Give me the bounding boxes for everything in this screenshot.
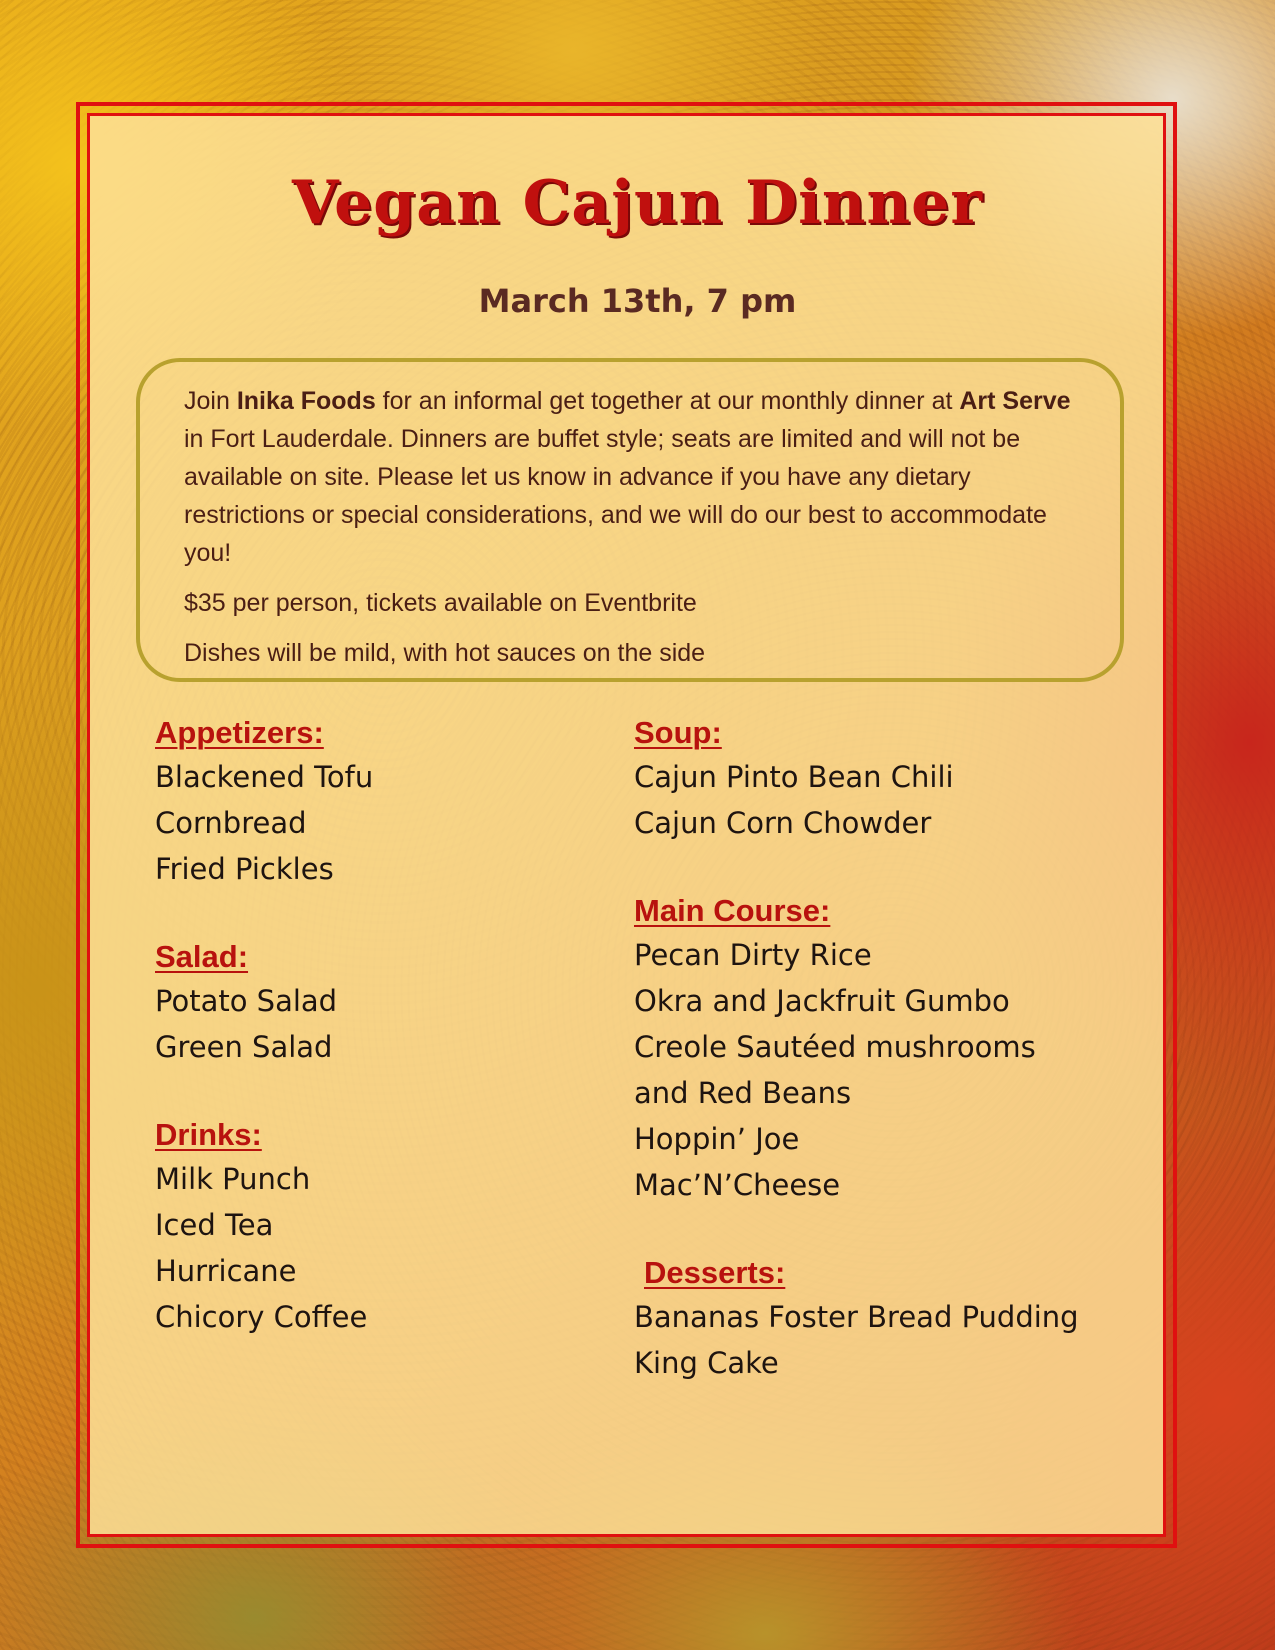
section-heading: Appetizers: <box>155 715 324 750</box>
section-heading: Desserts: <box>644 1255 786 1290</box>
menu-item: Chicory Coffee <box>155 1300 368 1334</box>
section-heading: Drinks: <box>155 1117 262 1152</box>
menu-item: Green Salad <box>155 1030 333 1064</box>
menu-item: King Cake <box>634 1346 779 1380</box>
menu-item: Cajun Pinto Bean Chili <box>634 760 954 794</box>
menu-item: Mac’N’Cheese <box>634 1168 841 1202</box>
menu-item: Cajun Corn Chowder <box>634 806 932 840</box>
menu-item: Fried Pickles <box>155 852 334 886</box>
menu-item: Milk Punch <box>155 1162 311 1196</box>
menu-item: Bananas Foster Bread Pudding <box>634 1300 1079 1334</box>
menu-item: Iced Tea <box>155 1208 274 1242</box>
menu-item: Cornbread <box>155 806 307 840</box>
menu-right-column <box>634 712 1154 1430</box>
menu-left-column <box>155 712 585 1384</box>
event-date-time: March 13th, 7 pm <box>478 282 797 320</box>
page-title: Vegan Cajun Dinner <box>292 168 983 238</box>
menu-section-soup <box>634 712 1154 846</box>
event-info-box <box>136 358 1124 682</box>
menu-section-appetizers <box>155 712 585 892</box>
menu-section-desserts <box>634 1252 1154 1386</box>
section-heading: Main Course: <box>634 893 831 928</box>
spice-note: Dishes will be mild, with hot sauces on the side <box>184 639 706 667</box>
menu-item: Potato Salad <box>155 984 338 1018</box>
menu-item: Okra and Jackfruit Gumbo <box>634 984 1010 1018</box>
venue-name: Art Serve <box>959 387 1071 415</box>
host-name: Inika Foods <box>236 387 376 415</box>
menu-item: Hoppin’ Joe <box>634 1122 800 1156</box>
menu-item: Hurricane <box>155 1254 297 1288</box>
menu-item: and Red Beans <box>634 1076 852 1110</box>
ticket-price: $35 per person, tickets available on Eventbrite <box>184 589 697 617</box>
event-description: Join Inika Foods for an informal get together at our monthly dinner at Art Serve in Fort Lauderdale. Dinners are buffet style; seats are limited and will not be available on site. Please let us know in advance if you have any dietary restrictions or special considerations, and we will do our best to accommodate you! <box>184 387 1071 567</box>
menu-section-main-course <box>634 890 1154 1208</box>
menu-item: Blackened Tofu <box>155 760 374 794</box>
menu-section-drinks <box>155 1114 585 1340</box>
menu-section-salad <box>155 936 585 1070</box>
section-heading: Salad: <box>155 939 249 974</box>
menu-item: Pecan Dirty Rice <box>634 938 872 972</box>
menu-item: Creole Sautéed mushrooms <box>634 1030 1036 1064</box>
section-heading: Soup: <box>634 715 722 750</box>
